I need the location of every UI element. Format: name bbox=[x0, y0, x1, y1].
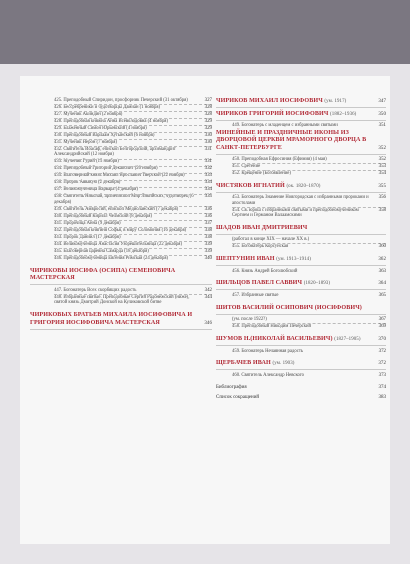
page-number: 335 bbox=[204, 194, 212, 200]
toc-entry[interactable] bbox=[30, 105, 212, 110]
toc-entry-title: 430. Преподобный Варлаам Хутынский (6 ноября) bbox=[54, 133, 155, 138]
toc-entry-title: 460. Святитель Александр Невского bbox=[232, 372, 305, 378]
toc-entry-title: 426. Бессребреники и чудотворцы Дамиан (1 ноября) bbox=[54, 105, 161, 110]
toc-entry-title: 437. Великомученица Варвара (4 декабря) bbox=[54, 187, 138, 193]
toc-entry[interactable] bbox=[30, 288, 212, 293]
toc-entry[interactable] bbox=[30, 159, 212, 164]
toc-entry-title: 435. Благоверный князь Михаил Ярославич Тверской (22 ноября) bbox=[54, 173, 185, 179]
toc-entry[interactable] bbox=[216, 373, 386, 378]
toc-entry-title: 457. Избранные святые bbox=[232, 292, 279, 298]
toc-entry[interactable] bbox=[30, 194, 212, 205]
page-number: 334 bbox=[204, 187, 212, 193]
page-number: 354 bbox=[378, 170, 386, 176]
back-matter-title: Библиография bbox=[216, 384, 247, 390]
page-number: 327 bbox=[204, 98, 212, 103]
page-number: 360 bbox=[378, 244, 386, 250]
heading-rule bbox=[30, 284, 212, 285]
toc-entry-title: 443. Пророк Даниил (17 декабря) bbox=[54, 234, 121, 240]
heading-title-text: ЧИРИКОВЫХ БРАТЬЕВ МИХАИЛА ИОСИФОВИЧА И ГРИГОРИЯ ИОСИФОВИЧА МАСТЕРСКАЯ bbox=[30, 312, 193, 326]
page-number: 352 bbox=[378, 157, 386, 163]
toc-entry[interactable] bbox=[30, 173, 212, 178]
page-number: 336 bbox=[204, 206, 212, 212]
heading-title bbox=[30, 268, 212, 283]
section-heading bbox=[216, 111, 386, 118]
toc-entry-title: 446. Преподобномученица Евгения Римская (24 декабря) bbox=[54, 255, 169, 261]
page-number: 346 bbox=[204, 320, 212, 326]
section-heading bbox=[216, 305, 386, 312]
page-number: 356 bbox=[378, 195, 386, 201]
toc-entry-title: 438. Святитель Николай, архиепископ Мир Ликийских, чудотворец (6 декабря) bbox=[54, 194, 194, 205]
toc-entry[interactable] bbox=[216, 293, 386, 298]
heading-title bbox=[216, 256, 386, 263]
page-number: 338 bbox=[204, 227, 212, 233]
page-number: 352 bbox=[378, 145, 386, 151]
toc-entry[interactable] bbox=[30, 242, 212, 247]
toc-entry-title: 452. Крещение (Богоявление) bbox=[232, 170, 291, 176]
toc-entry[interactable] bbox=[30, 126, 212, 131]
back-matter-title: Список сокращений bbox=[216, 394, 260, 400]
toc-entry-title: 428. Преподобная княжна Анна Всеволодовна (4 ноября) bbox=[54, 119, 169, 124]
section-heading bbox=[216, 130, 386, 152]
page-number: 367 bbox=[378, 317, 386, 323]
page-number: 362 bbox=[378, 256, 386, 262]
heading-title bbox=[216, 130, 386, 152]
heading-title bbox=[216, 305, 386, 312]
toc-entry[interactable] bbox=[216, 317, 386, 322]
page-number: 363 bbox=[378, 268, 386, 274]
toc-entry[interactable] bbox=[30, 112, 212, 117]
heading-rule bbox=[30, 329, 212, 330]
page-number: 347 bbox=[378, 99, 386, 104]
page-number: 330 bbox=[204, 133, 212, 138]
heading-title-text: ШИЛЬЦОВ ПАВЕЛ САВВИЧ bbox=[216, 280, 303, 287]
section-heading bbox=[216, 360, 386, 367]
toc-entry-title: 455. Богоматерь Корсунская bbox=[232, 244, 289, 250]
toc-entry-title: 427. Мученик Акиндин (2 ноября) bbox=[54, 112, 123, 117]
toc-entry[interactable] bbox=[216, 349, 386, 354]
toc-entry[interactable] bbox=[30, 207, 212, 212]
toc-entry-title: (ум. после 1922?) bbox=[232, 317, 267, 323]
toc-entry-title: 441. Пророчица Анна (9 декабря) bbox=[54, 220, 121, 226]
toc-entry[interactable] bbox=[216, 269, 386, 274]
toc-entry-title: 434. Преподобный Григорий Декаполит (20 ноября) bbox=[54, 166, 158, 172]
toc-entry[interactable] bbox=[30, 98, 212, 103]
page-number: 331 bbox=[204, 159, 212, 165]
toc-entry-title: 432. Святитель Иоасаф, епископ Белгородский, архимандрит Александрийский (12 ноября) bbox=[54, 147, 176, 158]
toc-entry[interactable] bbox=[216, 208, 386, 219]
heading-dates: (ум. 1913–1914) bbox=[276, 256, 311, 262]
toc-entry[interactable] bbox=[216, 237, 386, 242]
heading-title-text: ЧИРИКОВЫ ИОСИФА (ОСИПА) СЕМЕНОВИЧА МАСТЕРСКАЯ bbox=[30, 267, 176, 282]
toc-entry-title: 449. Богоматерь с младенцем с избранными святыми bbox=[232, 123, 338, 129]
heading-rule bbox=[216, 107, 386, 108]
heading-title-text: ЧИРИКОВ ГРИГОРИЙ ИОСИФОВИЧ bbox=[216, 110, 329, 117]
toc-entry[interactable] bbox=[30, 140, 212, 145]
heading-rule bbox=[216, 345, 386, 346]
heading-title-text: ЧИСТЯКОВ ИГНАТИЙ bbox=[216, 182, 285, 189]
toc-entry[interactable] bbox=[30, 214, 212, 219]
right-column bbox=[216, 98, 386, 405]
page-number: 339 bbox=[204, 241, 212, 247]
heading-rule bbox=[216, 154, 386, 155]
toc-entry-title: 450. Преподобная Ефросиния (Ефимия) (4 мая) bbox=[232, 157, 327, 163]
toc-entry-title: 458. Преподобный Никодим Печерский bbox=[232, 324, 312, 330]
toc-entry[interactable] bbox=[30, 256, 212, 261]
heading-rule bbox=[216, 265, 386, 266]
heading-rule bbox=[216, 234, 386, 235]
page-number: 334 bbox=[204, 180, 212, 186]
toc-entry-title: 433. Мученик Гурий (15 ноября) bbox=[54, 159, 119, 165]
heading-title bbox=[216, 111, 386, 118]
page-number: 355 bbox=[378, 183, 386, 189]
toc-entry-title: 451. Сретение bbox=[232, 164, 261, 170]
heading-dates: (1882–1936) bbox=[330, 111, 357, 117]
section-heading bbox=[30, 312, 212, 327]
toc-entry-title: 447. Богоматерь Всех скорбящих радость bbox=[54, 287, 137, 293]
page-number: 328 bbox=[204, 112, 212, 117]
page-number: 329 bbox=[204, 126, 212, 131]
heading-dates: (ум. 1903) bbox=[272, 361, 295, 367]
page-number: 328 bbox=[204, 105, 212, 110]
toc-entry-title: (работал в конце XIX — начале XX в.) bbox=[232, 237, 310, 243]
heading-title bbox=[216, 280, 386, 287]
page-number: 337 bbox=[204, 220, 212, 226]
section-heading bbox=[216, 183, 386, 190]
toc-entry-title: 454. Св. юрош с избранными святыми и преподобномучеником Сергием и Германом Валаамскими bbox=[232, 207, 359, 218]
toc-entry-title: 429. Блаженный Симон Юрьевский (4 ноября) bbox=[54, 126, 147, 131]
heading-title-text: ЩЕРБАЧЕВ ИВАН bbox=[216, 360, 271, 367]
toc-entry-title: 431. Мученик Нерон (7 ноября) bbox=[54, 140, 117, 145]
page-number: 369 bbox=[378, 324, 386, 330]
heading-dates: (ок. 1820–1870) bbox=[286, 183, 321, 189]
toc-entry[interactable] bbox=[216, 324, 386, 329]
page-number: 340 bbox=[204, 255, 212, 261]
heading-title bbox=[216, 225, 386, 232]
heading-title-text: ШИТОВ ВАСИЛИЙ ОСИПОВИЧ (ИОСИФОВИЧ) bbox=[216, 304, 362, 311]
toc-entry-title: 440. Преподобный Кирилл Челмский (8 декабря) bbox=[54, 213, 152, 219]
toc-entry[interactable] bbox=[30, 133, 212, 138]
toc-entry-title: 442. Преподобная княгиня Софья, в миру Соломония (16 декабря) bbox=[54, 227, 187, 233]
section-heading bbox=[216, 280, 386, 287]
toc-entry[interactable] bbox=[30, 295, 212, 306]
heading-title bbox=[30, 312, 212, 327]
heading-rule bbox=[216, 120, 386, 121]
toc-entry-title: 439. Святитель Амвросий, епископ Медиоланский (7 декабря) bbox=[54, 206, 179, 212]
page-number: 336 bbox=[204, 213, 212, 219]
toc-entry-title: 425. Преподобный Спиридон, просфорник Печерский (31 октября) bbox=[54, 98, 188, 103]
heading-title bbox=[216, 183, 386, 190]
heading-title bbox=[216, 98, 386, 105]
page-number: 372 bbox=[378, 348, 386, 354]
page-number: 353 bbox=[378, 164, 386, 170]
page-number: 342 bbox=[204, 287, 212, 293]
toc-entry[interactable] bbox=[30, 180, 212, 185]
heading-dates: (ум. 1917) bbox=[324, 99, 347, 104]
toc-entry[interactable] bbox=[216, 157, 386, 162]
toc-entry-title: 448. Избранные святые. Преподобные Сергий Радонежский (ниже), святой князь Дмитрий Донской на Куликовской битве bbox=[54, 294, 190, 306]
page-number: 370 bbox=[378, 336, 386, 342]
toc-entry[interactable] bbox=[30, 147, 212, 158]
toc-entry-title: 453. Богоматерь Знамение Новгородская с избранными пророками и апостолами bbox=[232, 195, 369, 206]
toc-entry[interactable] bbox=[216, 171, 386, 176]
page-number: 344 bbox=[204, 294, 212, 300]
toc-entry[interactable] bbox=[216, 244, 386, 249]
page-number: 330 bbox=[204, 140, 212, 145]
heading-rule bbox=[216, 192, 386, 193]
toc-entry[interactable] bbox=[30, 166, 212, 171]
toc-entry[interactable] bbox=[216, 123, 386, 128]
toc-entry[interactable] bbox=[216, 195, 386, 206]
back-matter-entry[interactable] bbox=[216, 385, 386, 391]
page-number: 373 bbox=[378, 372, 386, 378]
heading-rule bbox=[216, 289, 386, 290]
heading-title-text: ШУМОВ Н.(НИКОЛАЙ ВАСИЛЬЕВИЧ) bbox=[216, 335, 333, 342]
page-number: 332 bbox=[204, 166, 212, 172]
toc-entry-title: 445. Благоверная царевна Самарда (18 декабря) bbox=[54, 248, 149, 254]
section-heading bbox=[30, 268, 212, 283]
toc-entry[interactable] bbox=[30, 221, 212, 226]
heading-title-text: ЧИРИКОВ МИХАИЛ ИОСИФОВИЧ bbox=[216, 98, 323, 104]
toc-entry-title: 436. Пророк Аввакум (2 декабря) bbox=[54, 180, 121, 186]
back-matter-entry[interactable] bbox=[216, 395, 386, 401]
page-number: 338 bbox=[204, 234, 212, 240]
left-column bbox=[30, 98, 212, 332]
toc-entry-title: 456. Князь Андрей Боголюбский bbox=[232, 268, 298, 274]
toc-entry[interactable] bbox=[30, 187, 212, 192]
section-heading bbox=[216, 256, 386, 263]
toc-entry[interactable] bbox=[30, 249, 212, 254]
section-heading bbox=[216, 98, 386, 105]
page-number: 383 bbox=[378, 394, 386, 400]
page-number: 331 bbox=[204, 147, 212, 152]
section-heading bbox=[216, 225, 386, 232]
page-number: 374 bbox=[378, 384, 386, 390]
top-band bbox=[0, 0, 410, 64]
book-page bbox=[20, 76, 390, 544]
page-number: 364 bbox=[378, 281, 386, 287]
page-number: 329 bbox=[204, 119, 212, 124]
page-number: 365 bbox=[378, 292, 386, 298]
heading-dates: (1820–1893) bbox=[303, 281, 331, 287]
heading-rule bbox=[216, 314, 386, 315]
toc-entry[interactable] bbox=[216, 164, 386, 169]
page-number: 333 bbox=[204, 173, 212, 179]
toc-entry-title: 444. Великомученица Анастасия Узорешительница (22 декабря) bbox=[54, 241, 183, 247]
heading-title-text: ШЕПТУНИН ИВАН bbox=[216, 255, 275, 262]
page-number: 351 bbox=[378, 123, 386, 129]
page-number: 350 bbox=[378, 111, 386, 117]
heading-dates: (1827–1905) bbox=[334, 336, 361, 342]
page-number: 358 bbox=[378, 207, 386, 213]
page-number: 372 bbox=[378, 361, 386, 367]
toc-entry-title: 459. Богоматерь Нечаянная радость bbox=[232, 348, 304, 354]
toc-entry[interactable] bbox=[30, 228, 212, 233]
heading-title-text: ШАДОВ ИВАН ДМИТРИЕВИЧ bbox=[216, 224, 308, 231]
heading-title-text: МИНЕЙНЫЕ И ПРАЗДНИЧНЫЕ ИКОНЫ ИЗ ДВОРЦОВОЙ ЦЕРКВИ МРАМОРНОГО ДВОРЦА В САНКТ-ПЕТЕРБУРГЕ bbox=[216, 129, 367, 151]
heading-title bbox=[216, 336, 386, 343]
page-number: 339 bbox=[204, 248, 212, 254]
heading-title bbox=[216, 360, 386, 367]
toc-entry[interactable] bbox=[30, 235, 212, 240]
toc-entry[interactable] bbox=[30, 119, 212, 124]
section-heading bbox=[216, 336, 386, 343]
heading-rule bbox=[216, 369, 386, 370]
